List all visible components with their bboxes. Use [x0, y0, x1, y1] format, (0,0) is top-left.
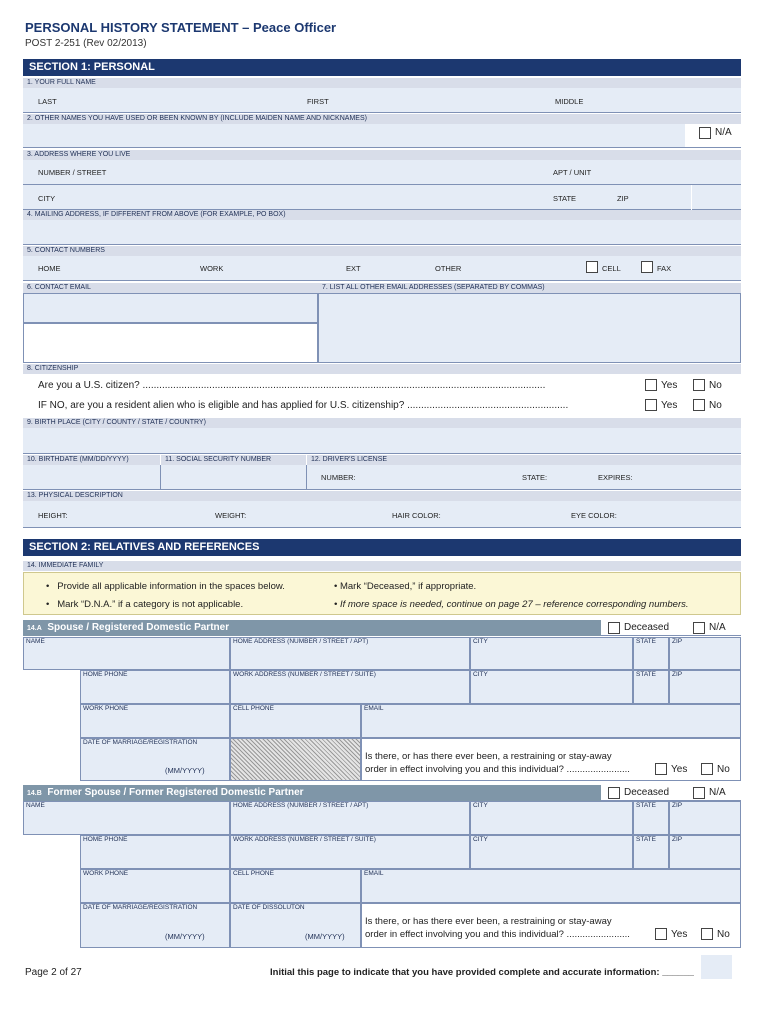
last-name-label: LAST — [38, 97, 57, 106]
initials-field[interactable] — [701, 955, 732, 979]
spouse-work-phone-field[interactable]: WORK PHONE — [80, 704, 230, 738]
citizen-no-checkbox[interactable] — [693, 379, 705, 391]
spouse-home-phone-field[interactable]: HOME PHONE — [80, 670, 230, 704]
spouse-city-field[interactable]: CITY — [470, 637, 633, 670]
citizen-question: Are you a U.S. citizen? ................................................................................................................................................. — [38, 380, 546, 391]
page-number: Page 2 of 27 — [25, 967, 82, 978]
q11-label: 11. SOCIAL SECURITY NUMBER — [161, 455, 306, 465]
physical-description-field[interactable] — [23, 501, 741, 528]
former-name-field[interactable]: NAME — [23, 801, 230, 835]
former-restraining-yes-checkbox[interactable] — [655, 928, 667, 940]
dl-expires-label: EXPIRES: — [598, 473, 633, 482]
former-state-field[interactable]: STATE — [633, 801, 669, 835]
q10-label: 10. BIRTHDATE (MM/DD/YYYY) — [23, 455, 160, 465]
former-mmyyyy-hint: (MM/YYYY) — [165, 932, 205, 941]
q4-label: 4. MAILING ADDRESS, IF DIFFERENT FROM ABOVE (FOR EXAMPLE, PO BOX) — [23, 210, 741, 220]
street-field[interactable] — [23, 160, 741, 185]
former-email-field[interactable]: EMAIL — [361, 869, 741, 903]
former-cell-phone-field[interactable]: CELL PHONE — [230, 869, 361, 903]
full-name-field[interactable] — [23, 88, 741, 113]
spouse-work-state-field[interactable]: STATE — [633, 670, 669, 704]
spouse-deceased-checkbox[interactable] — [608, 622, 620, 634]
spouse-work-city-field[interactable]: CITY — [470, 670, 633, 704]
zip-divider — [691, 185, 692, 210]
middle-name-label: MIDDLE — [555, 97, 584, 106]
instructions-box — [23, 572, 741, 615]
spouse-email-field[interactable]: EMAIL — [361, 704, 741, 738]
former-deceased-label: Deceased — [624, 787, 670, 798]
q8-label: 8. CITIZENSHIP — [23, 364, 741, 374]
other-names-na-checkbox[interactable] — [699, 127, 711, 139]
spouse-dissolution-na-area — [230, 738, 361, 781]
former-home-phone-field[interactable]: HOME PHONE — [80, 835, 230, 869]
cell-label: CELL — [602, 264, 621, 273]
spouse-work-zip-field[interactable]: ZIP — [669, 670, 741, 704]
former-restraining-q2: order in effect involving you and this individual? ........................ — [365, 929, 630, 940]
q9-label: 9. BIRTH PLACE (CITY / COUNTY / STATE / COUNTRY) — [23, 418, 741, 428]
former-restraining-q1: Is there, or has there ever been, a restraining or stay-away — [365, 916, 612, 927]
instr-bullet-4: • If more space is needed, continue on page 27 – reference corresponding numbers. — [334, 599, 689, 610]
cell-checkbox[interactable] — [586, 261, 598, 273]
spouse-state-field[interactable]: STATE — [633, 637, 669, 670]
citizen-no-label: No — [709, 380, 722, 391]
alien-yes-label: Yes — [661, 400, 678, 411]
dl-state-label: STATE: — [522, 473, 548, 482]
dl-number-label: NUMBER: — [321, 473, 356, 482]
instr-bullet-2: • Mark “D.N.A.” if a category is not applicable. — [46, 599, 244, 610]
former-dissolution-mmyyyy-hint: (MM/YYYY) — [305, 932, 345, 941]
birth-place-field[interactable] — [23, 428, 741, 454]
former-dissolution-date-field[interactable]: DATE OF DISSOLUTON (MM/YYYY) — [230, 903, 361, 948]
instr-bullet-3: • Mark “Deceased,” if appropriate. — [334, 581, 477, 592]
fax-checkbox[interactable] — [641, 261, 653, 273]
spouse-na-label: N/A — [709, 622, 726, 633]
former-na-label: N/A — [709, 787, 726, 798]
spouse-cell-phone-field[interactable]: CELL PHONE — [230, 704, 361, 738]
spouse-zip-field[interactable]: ZIP — [669, 637, 741, 670]
work-phone-label: WORK — [200, 264, 224, 273]
former-restraining-no-checkbox[interactable] — [701, 928, 713, 940]
alien-yes-checkbox[interactable] — [645, 399, 657, 411]
former-home-address-field[interactable]: HOME ADDRESS (NUMBER / STREET / APT) — [230, 801, 470, 835]
home-phone-label: HOME — [38, 264, 61, 273]
mailing-address-field[interactable] — [23, 220, 741, 245]
q6-label: 6. CONTACT EMAIL — [23, 283, 318, 293]
title-main: PERSONAL HISTORY STATEMENT – — [25, 20, 254, 35]
height-label: HEIGHT: — [38, 511, 68, 520]
spouse-marriage-date-field[interactable]: DATE OF MARRIAGE/REGISTRATION (MM/YYYY) — [80, 738, 230, 781]
former-work-state-field[interactable]: STATE — [633, 835, 669, 869]
q7-label: 7. LIST ALL OTHER EMAIL ADDRESSES (SEPARATED BY COMMAS) — [318, 283, 741, 293]
contact-email-field[interactable] — [23, 293, 318, 323]
q2-na-cell — [685, 124, 741, 148]
former-work-address-field[interactable]: WORK ADDRESS (NUMBER / STREET / SUITE) — [230, 835, 470, 869]
former-restraining-no-label: No — [717, 929, 730, 940]
q5-label: 5. CONTACT NUMBERS — [23, 246, 741, 256]
spouse-restraining-yes-checkbox[interactable] — [655, 763, 667, 775]
birthdate-field[interactable] — [23, 465, 161, 490]
former-spouse-header: 14.B Former Spouse / Former Registered Domestic Partner — [23, 785, 601, 801]
spouse-restraining-yes-label: Yes — [671, 764, 688, 775]
former-marriage-date-field[interactable]: DATE OF MARRIAGE/REGISTRATION (MM/YYYY) — [80, 903, 230, 948]
hair-color-label: HAIR COLOR: — [392, 511, 441, 520]
former-zip-field[interactable]: ZIP — [669, 801, 741, 835]
spouse-restraining-q2: order in effect involving you and this individual? ........................ — [365, 764, 630, 775]
initial-statement: Initial this page to indicate that you have provided complete and accurate information: ______ — [270, 967, 694, 978]
zip-label: ZIP — [617, 194, 629, 203]
fax-label: FAX — [657, 264, 672, 273]
alien-no-checkbox[interactable] — [693, 399, 705, 411]
ext-label: EXT — [346, 264, 361, 273]
spouse-na-checkbox[interactable] — [693, 622, 705, 634]
spouse-deceased-label: Deceased — [624, 622, 670, 633]
page-title — [25, 20, 336, 35]
other-names-field[interactable] — [23, 124, 685, 148]
eye-color-label: EYE COLOR: — [571, 511, 617, 520]
citizen-yes-label: Yes — [661, 380, 678, 391]
former-restraining-yes-label: Yes — [671, 929, 688, 940]
title-sub: Peace Officer — [253, 20, 337, 35]
q1-label: 1. YOUR FULL NAME — [23, 78, 741, 88]
form-id: POST 2-251 (Rev 02/2013) — [25, 38, 147, 49]
former-work-phone-field[interactable]: WORK PHONE — [80, 869, 230, 903]
former-city-field[interactable]: CITY — [470, 801, 633, 835]
q12-label: 12. DRIVER'S LICENSE — [307, 455, 741, 465]
section2-header: SECTION 2: RELATIVES AND REFERENCES — [23, 539, 741, 556]
spouse-header: 14.A Spouse / Registered Domestic Partner — [23, 620, 601, 636]
first-name-label: FIRST — [307, 97, 329, 106]
former-na-checkbox[interactable] — [693, 787, 705, 799]
former-work-city-field[interactable]: CITY — [470, 835, 633, 869]
spouse-work-address-field[interactable]: WORK ADDRESS (NUMBER / STREET / SUITE) — [230, 670, 470, 704]
spouse-mmyyyy-hint: (MM/YYYY) — [165, 766, 205, 775]
spouse-home-address-field[interactable]: HOME ADDRESS (NUMBER / STREET / APT) — [230, 637, 470, 670]
spouse-name-field[interactable]: NAME — [23, 637, 230, 670]
former-deceased-checkbox[interactable] — [608, 787, 620, 799]
alien-no-label: No — [709, 400, 722, 411]
other-phone-label: OTHER — [435, 264, 462, 273]
state-label: STATE — [553, 194, 577, 203]
q2-label: 2. OTHER NAMES YOU HAVE USED OR BEEN KNOWN BY (INCLUDE MAIDEN NAME AND NICKNAMES) — [23, 114, 741, 124]
q13-label: 13. PHYSICAL DESCRIPTION — [23, 491, 741, 501]
spouse-restraining-q1: Is there, or has there ever been, a restraining or stay-away — [365, 751, 612, 762]
q14-label: 14. IMMEDIATE FAMILY — [23, 561, 741, 571]
street-label: NUMBER / STREET — [38, 168, 107, 177]
citizen-yes-checkbox[interactable] — [645, 379, 657, 391]
q6-blank-area — [23, 323, 318, 363]
other-names-na-label: N/A — [715, 127, 732, 138]
instr-bullet-1: • Provide all applicable information in the spaces below. — [46, 581, 285, 592]
apt-label: APT / UNIT — [553, 168, 592, 177]
resident-alien-question: IF NO, are you a resident alien who is eligible and has applied for U.S. citizenship? .......................................................... — [38, 400, 569, 411]
q3-label: 3. ADDRESS WHERE YOU LIVE — [23, 150, 741, 160]
spouse-restraining-no-label: No — [717, 764, 730, 775]
spouse-restraining-no-checkbox[interactable] — [701, 763, 713, 775]
other-emails-field[interactable] — [318, 293, 741, 363]
contact-numbers-field[interactable] — [23, 256, 741, 281]
city-field[interactable] — [23, 185, 741, 210]
section1-header: SECTION 1: PERSONAL — [23, 59, 741, 76]
weight-label: WEIGHT: — [215, 511, 247, 520]
ssn-field[interactable] — [161, 465, 307, 490]
former-work-zip-field[interactable]: ZIP — [669, 835, 741, 869]
city-label: CITY — [38, 194, 56, 203]
